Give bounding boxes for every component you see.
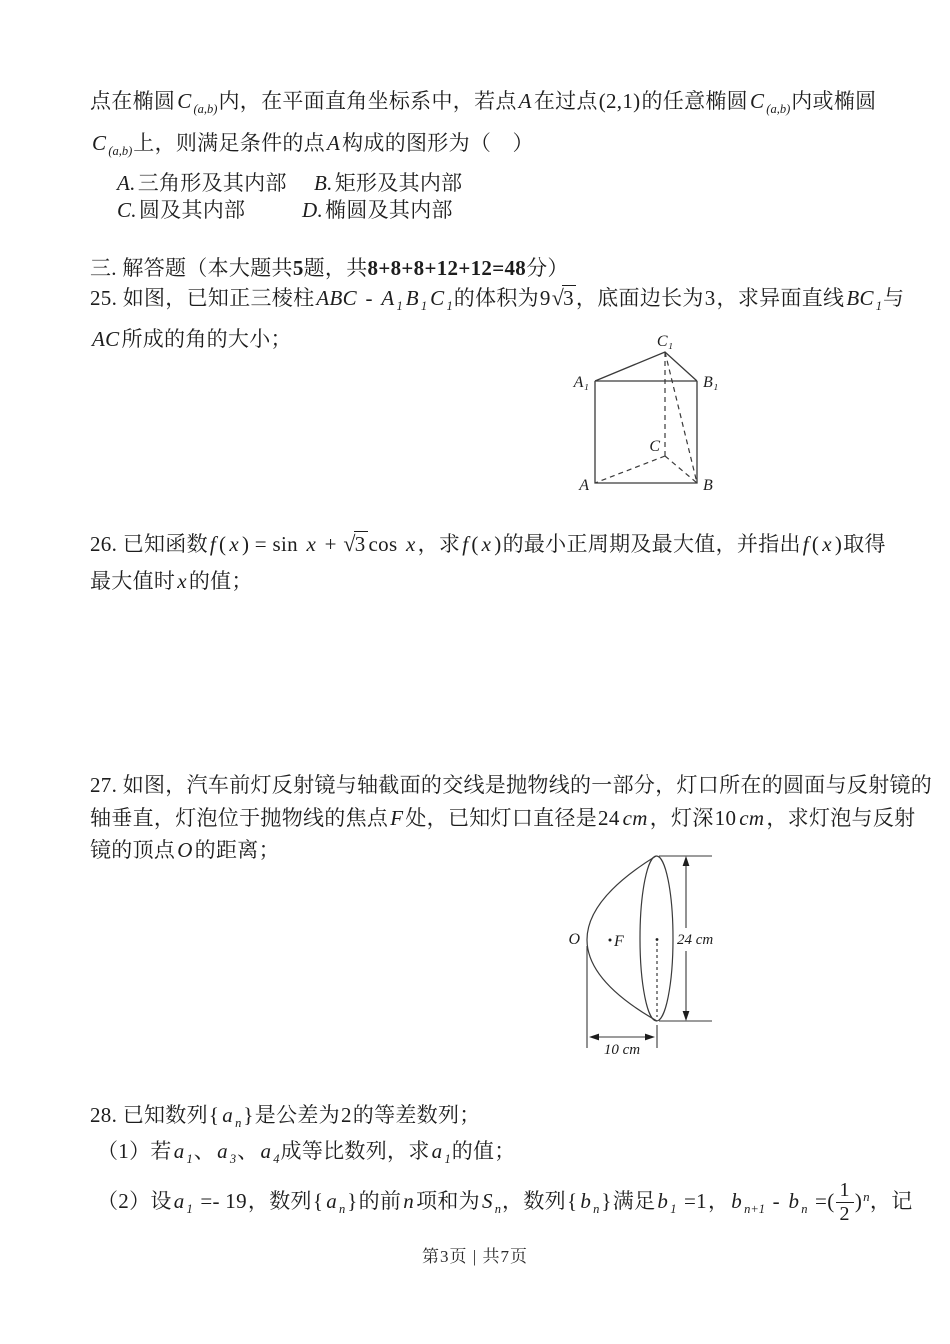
- text-segment: a: [326, 1189, 338, 1213]
- text-segment: 1: [186, 1202, 193, 1216]
- text-segment: x: [229, 532, 239, 556]
- text-segment: 题，共: [303, 256, 368, 280]
- text-segment: B.: [314, 171, 333, 195]
- text-segment: 1: [420, 299, 428, 313]
- question-26-line-2: [90, 566, 253, 596]
- text-segment: C.: [117, 198, 137, 222]
- question-27-line-3: [90, 835, 280, 865]
- text-segment: ): [834, 532, 843, 556]
- text-segment: ，底面边长为: [575, 286, 704, 310]
- text-segment: 椭圆及其内部: [325, 198, 453, 222]
- text-segment: cm: [739, 806, 765, 830]
- text-segment: 内，在平面直角坐标系中，若点: [218, 89, 517, 113]
- text-segment: √3: [551, 285, 574, 310]
- text-segment: 在过点: [533, 89, 598, 113]
- text-segment: 三. 解答题（本大题共: [90, 256, 293, 280]
- text-segment: 28. 已知数列: [90, 1103, 208, 1127]
- text-segment: 处，已知灯口直径是: [405, 806, 598, 830]
- text-segment: ABC: [316, 286, 357, 310]
- text-segment: 的值；: [188, 569, 253, 593]
- text-segment: f: [802, 532, 809, 556]
- question-26-line-1: [90, 529, 886, 559]
- option-b: [312, 168, 463, 198]
- text-segment: ) = sin: [241, 532, 304, 556]
- text-segment: }: [243, 1103, 254, 1127]
- headlight-outline: [587, 856, 673, 1021]
- text-segment: n: [403, 1189, 415, 1213]
- prism-dashed-edges: [595, 352, 697, 483]
- text-segment: (2,1): [598, 89, 641, 113]
- text-segment: 成等比数列，求: [280, 1139, 430, 1163]
- text-segment: 最大值时: [90, 569, 176, 593]
- text-segment: 圆及其内部: [138, 198, 246, 222]
- text-segment: {: [312, 1189, 324, 1213]
- text-segment: cm: [622, 806, 648, 830]
- text-segment: cos: [368, 532, 403, 556]
- text-segment: 25. 如图，已知正三棱柱: [90, 286, 315, 310]
- text-segment: ，: [707, 1189, 730, 1213]
- text-segment: ，数列: [502, 1189, 566, 1213]
- text-segment: n: [235, 1116, 242, 1130]
- text-segment: A.: [117, 171, 136, 195]
- question-24-line-2: [90, 128, 534, 158]
- text-segment: 8+8+8+12+12=48: [367, 256, 527, 280]
- text-segment: 矩形及其内部: [334, 171, 463, 195]
- text-segment: f: [209, 532, 217, 556]
- text-segment: 、: [237, 1139, 259, 1163]
- text-segment: x: [306, 532, 317, 556]
- text-segment: 9: [539, 286, 551, 310]
- text-segment: 项和为: [416, 1189, 480, 1213]
- text-segment: C: [430, 286, 445, 310]
- text-segment: 26. 已知函数: [90, 532, 208, 556]
- text-segment: (a,b): [766, 102, 791, 116]
- question-28-line-1: [90, 1100, 481, 1130]
- page-footer: 第3页 | 共7页: [422, 1247, 528, 1266]
- text-segment: 3: [229, 1152, 237, 1166]
- text-segment: ，求异面直线: [716, 286, 845, 310]
- text-segment: ，记: [869, 1189, 913, 1213]
- text-segment: 的任意椭圆: [641, 89, 748, 113]
- headlight-label-depth: 10 cm: [603, 1042, 641, 1058]
- prism-label-b: B: [703, 477, 713, 494]
- text-segment: n: [863, 1189, 870, 1204]
- text-segment: 的值；: [451, 1139, 516, 1163]
- text-segment: }: [347, 1189, 358, 1213]
- text-segment: A: [381, 286, 395, 310]
- text-segment: 的距离；: [194, 838, 280, 862]
- text-segment: (: [219, 532, 227, 556]
- text-segment: B: [405, 286, 419, 310]
- text-segment: A: [326, 131, 341, 155]
- headlight-dimension-lines: [587, 856, 712, 1048]
- text-segment: x: [405, 532, 416, 556]
- text-segment: A: [518, 89, 532, 113]
- text-segment: BC: [846, 286, 874, 310]
- text-segment: }: [601, 1189, 612, 1213]
- prism-label-a: A: [579, 477, 589, 494]
- text-segment: （2）设: [97, 1189, 172, 1213]
- text-segment: a: [173, 1189, 185, 1213]
- text-segment: 镜的顶点: [90, 838, 176, 862]
- headlight-label-height: 24 cm: [677, 932, 714, 948]
- text-segment: n: [801, 1202, 808, 1216]
- question-28-part-1: [97, 1136, 516, 1166]
- text-segment: $\frac{1}{2}$: [836, 1180, 854, 1225]
- section-3-header: [90, 253, 569, 283]
- text-segment: b: [657, 1189, 669, 1213]
- headlight-figure: [565, 843, 720, 1058]
- text-segment: AC: [92, 327, 120, 351]
- text-segment: n: [593, 1202, 600, 1216]
- text-segment: 1: [875, 299, 883, 313]
- text-segment: F: [390, 806, 404, 830]
- text-segment: 1: [670, 1202, 677, 1216]
- text-segment: 、: [193, 1139, 216, 1163]
- text-segment: -: [359, 286, 379, 310]
- text-segment: 1: [446, 299, 453, 313]
- headlight-label-o: O: [568, 931, 580, 948]
- text-segment: 构成的图形为（ ）: [342, 131, 534, 155]
- option-c: [115, 195, 245, 225]
- text-segment: 的等差数列；: [352, 1103, 481, 1127]
- text-segment: （1）若: [97, 1139, 172, 1163]
- option-d: [300, 195, 453, 225]
- text-segment: D.: [302, 198, 324, 222]
- text-segment: (: [471, 532, 479, 556]
- text-segment: +: [319, 532, 343, 556]
- text-segment: ): [494, 532, 502, 556]
- text-segment: 内或椭圆: [791, 89, 877, 113]
- question-28-part-2: [97, 1180, 913, 1225]
- text-segment: n: [339, 1202, 346, 1216]
- text-segment: 2: [340, 1103, 352, 1127]
- text-segment: ，求灯泡与反射: [766, 806, 916, 830]
- text-segment: -: [767, 1189, 786, 1213]
- text-segment: a: [222, 1103, 234, 1127]
- option-a: [115, 168, 287, 198]
- text-segment: n: [494, 1202, 502, 1216]
- text-segment: x: [481, 532, 492, 556]
- text-segment: x: [822, 532, 832, 556]
- text-segment: 上，则满足条件的点: [133, 131, 325, 155]
- text-segment: 是公差为: [254, 1103, 340, 1127]
- text-segment: a: [217, 1139, 228, 1163]
- text-segment: C: [92, 131, 107, 155]
- question-25-line-2: [90, 324, 292, 354]
- headlight-arrowheads: [589, 856, 689, 1040]
- prism-label-c1: C₁: [656, 333, 674, 350]
- text-segment: n+1: [744, 1202, 766, 1216]
- text-segment: =- 19: [194, 1189, 247, 1213]
- text-segment: C: [749, 89, 765, 113]
- text-segment: 1: [396, 299, 403, 313]
- text-segment: b: [731, 1189, 743, 1213]
- text-segment: {: [208, 1103, 220, 1127]
- text-segment: 点在椭圆: [90, 89, 176, 113]
- question-25-line-1: [90, 283, 904, 313]
- prism-figure: [553, 332, 768, 504]
- text-segment: 的体积为: [453, 286, 539, 310]
- text-segment: 所成的角的大小；: [121, 327, 292, 351]
- text-segment: ，数列: [247, 1189, 312, 1213]
- text-segment: f: [462, 532, 469, 556]
- text-segment: 满足: [612, 1189, 656, 1213]
- text-segment: ): [854, 1189, 863, 1213]
- text-segment: =(: [809, 1189, 835, 1213]
- text-segment: (a,b): [108, 144, 133, 158]
- text-segment: ，灯深: [649, 806, 714, 830]
- text-segment: 3: [704, 286, 716, 310]
- text-segment: 10: [714, 806, 737, 830]
- text-segment: 取得: [843, 532, 886, 556]
- text-segment: 与: [883, 286, 905, 310]
- headlight-axis: [656, 938, 659, 1017]
- text-segment: {: [566, 1189, 578, 1213]
- text-segment: 1: [444, 1152, 451, 1166]
- text-segment: a: [260, 1139, 272, 1163]
- text-segment: 4: [273, 1152, 280, 1166]
- text-segment: 三角形及其内部: [137, 171, 287, 195]
- text-segment: 1: [186, 1152, 193, 1166]
- text-segment: (a,b): [193, 102, 218, 116]
- prism-label-b1: B₁: [703, 374, 719, 391]
- text-segment: b: [788, 1189, 800, 1213]
- text-segment: 27. 如图，汽车前灯反射镜与轴截面的交线是抛物线的一部分，灯口所在的圆面与反射镜的: [90, 773, 933, 797]
- question-24-line-1: [90, 86, 876, 116]
- text-segment: b: [580, 1189, 592, 1213]
- text-segment: =1: [678, 1189, 707, 1213]
- prism-label-c: C: [649, 438, 660, 455]
- text-segment: √3: [343, 531, 366, 556]
- text-segment: 分）: [526, 256, 569, 280]
- question-27-line-1: [90, 770, 932, 800]
- text-segment: O: [177, 838, 193, 862]
- text-segment: C: [177, 89, 192, 113]
- text-segment: 的前: [358, 1189, 402, 1213]
- text-segment: 轴垂直，灯泡位于抛物线的焦点: [90, 806, 389, 830]
- text-segment: x: [177, 569, 187, 593]
- prism-label-a1: A₁: [573, 374, 589, 391]
- text-segment: ，求: [417, 532, 461, 556]
- question-27-line-2: [90, 803, 915, 833]
- text-segment: a: [173, 1139, 185, 1163]
- headlight-label-f: F: [614, 933, 624, 950]
- focus-dot: [609, 939, 612, 942]
- text-segment: S: [481, 1189, 493, 1213]
- text-segment: (: [811, 532, 820, 556]
- text-segment: 24: [598, 806, 620, 830]
- text-segment: 的最小正周期及最大值，并指出: [502, 532, 801, 556]
- text-segment: 5: [292, 256, 304, 280]
- text-segment: a: [431, 1139, 443, 1163]
